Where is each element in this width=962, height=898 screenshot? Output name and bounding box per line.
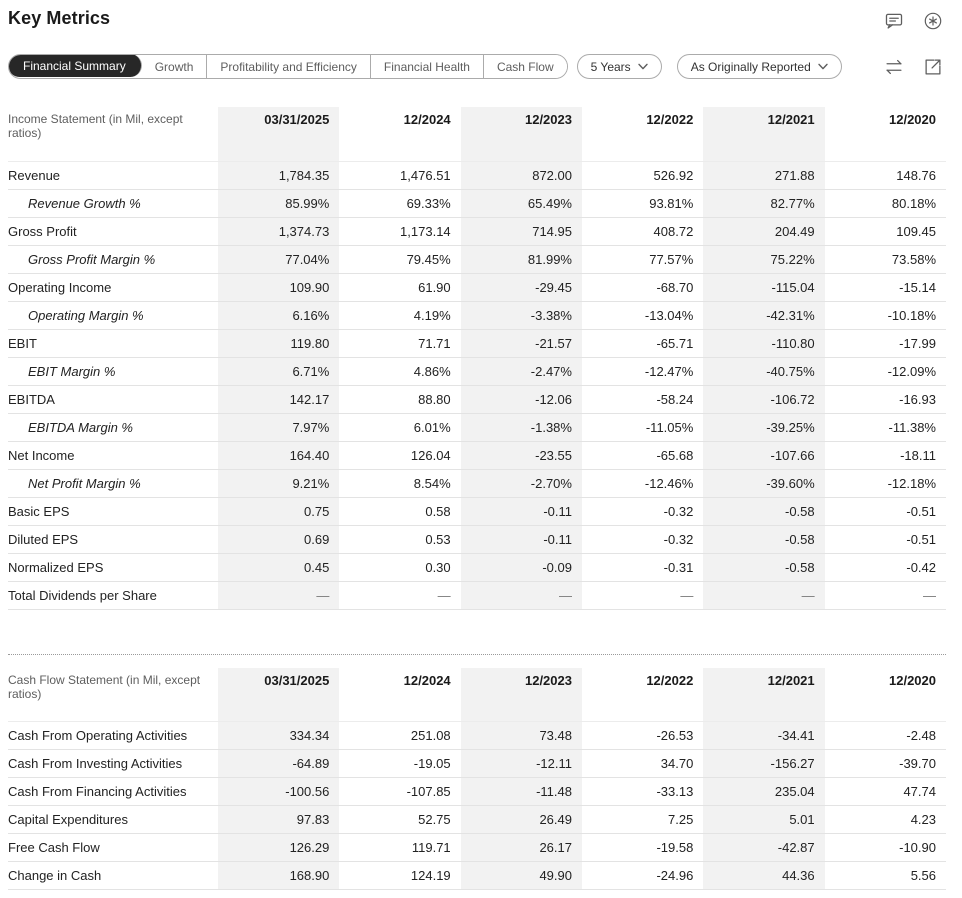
cell-value: 872.00 [461, 161, 582, 189]
row-label: EBIT Margin % [8, 357, 218, 385]
period-dropdown[interactable] [577, 54, 662, 79]
circled-asterisk-icon[interactable] [922, 10, 944, 32]
cell-value: 79.45% [339, 245, 460, 273]
column-header: 12/2023 [461, 107, 582, 161]
table-row [8, 413, 946, 441]
cell-value: 6.16% [218, 301, 339, 329]
reporting-dropdown[interactable] [677, 54, 842, 79]
cell-value: 1,374.73 [218, 217, 339, 245]
cell-value: -0.11 [461, 525, 582, 553]
cell-value: 4.19% [339, 301, 460, 329]
column-header: 12/2024 [339, 107, 460, 161]
column-header: 12/2021 [703, 668, 824, 722]
row-label: Capital Expenditures [8, 806, 218, 834]
section-divider [8, 654, 946, 655]
row-label: Change in Cash [8, 862, 218, 890]
cell-value: -34.41 [703, 722, 824, 750]
table-header-row [8, 107, 946, 161]
cell-value: 93.81% [582, 189, 703, 217]
cell-value: -10.18% [825, 301, 946, 329]
comment-icon[interactable] [883, 10, 905, 32]
cell-value: 271.88 [703, 161, 824, 189]
cell-value: — [339, 581, 460, 609]
cell-value: -19.05 [339, 750, 460, 778]
column-header: 12/2022 [582, 107, 703, 161]
cell-value: -156.27 [703, 750, 824, 778]
table-row [8, 806, 946, 834]
cell-value: 0.75 [218, 497, 339, 525]
column-header: 03/31/2025 [218, 107, 339, 161]
row-label: Normalized EPS [8, 553, 218, 581]
table-row [8, 497, 946, 525]
row-label: Free Cash Flow [8, 834, 218, 862]
row-label: Cash From Financing Activities [8, 778, 218, 806]
cell-value: -42.31% [703, 301, 824, 329]
column-header: 12/2020 [825, 107, 946, 161]
cell-value: 26.17 [461, 834, 582, 862]
table-row [8, 862, 946, 890]
cell-value: -12.09% [825, 357, 946, 385]
cell-value: 124.19 [339, 862, 460, 890]
cell-value: 5.56 [825, 862, 946, 890]
cell-value: — [218, 581, 339, 609]
cell-value: -39.60% [703, 469, 824, 497]
cell-value: 77.04% [218, 245, 339, 273]
cell-value: 73.58% [825, 245, 946, 273]
cell-value: -58.24 [582, 385, 703, 413]
cell-value: -0.51 [825, 497, 946, 525]
reporting-dropdown-label: As Originally Reported [690, 59, 811, 74]
row-label: Cash From Investing Activities [8, 750, 218, 778]
row-label: EBITDA Margin % [8, 413, 218, 441]
cell-value: 4.86% [339, 357, 460, 385]
cell-value: 251.08 [339, 722, 460, 750]
cell-value: 0.58 [339, 497, 460, 525]
table-row [8, 329, 946, 357]
toolbar [8, 54, 946, 79]
cell-value: -40.75% [703, 357, 824, 385]
cell-value: -13.04% [582, 301, 703, 329]
tab-group [8, 54, 568, 79]
cell-value: 1,173.14 [339, 217, 460, 245]
cell-value: 714.95 [461, 217, 582, 245]
cell-value: -39.70 [825, 750, 946, 778]
table-title: Cash Flow Statement (in Mil, except ratios) [8, 668, 218, 722]
column-header: 12/2024 [339, 668, 460, 722]
cell-value: 85.99% [218, 189, 339, 217]
tab-cash-flow[interactable]: Cash Flow [484, 55, 567, 78]
row-label: Net Income [8, 441, 218, 469]
cell-value: -1.38% [461, 413, 582, 441]
cell-value: -0.32 [582, 525, 703, 553]
table-row [8, 441, 946, 469]
table-row [8, 581, 946, 609]
page-title: Key Metrics [8, 8, 111, 28]
row-label: Basic EPS [8, 497, 218, 525]
page-header [8, 6, 946, 42]
row-label: EBIT [8, 329, 218, 357]
cell-value: -16.93 [825, 385, 946, 413]
table-title: Income Statement (in Mil, except ratios) [8, 107, 218, 161]
cell-value: -10.90 [825, 834, 946, 862]
row-label: Net Profit Margin % [8, 469, 218, 497]
tab-profitability-and-efficiency[interactable]: Profitability and Efficiency [207, 55, 371, 78]
cell-value: 9.21% [218, 469, 339, 497]
table-row [8, 525, 946, 553]
cell-value: — [703, 581, 824, 609]
export-icon[interactable] [922, 56, 944, 78]
column-header: 03/31/2025 [218, 668, 339, 722]
table-row [8, 553, 946, 581]
cell-value: 49.90 [461, 862, 582, 890]
chevron-down-icon [818, 63, 828, 70]
table-row [8, 301, 946, 329]
cell-value: 77.57% [582, 245, 703, 273]
cell-value: — [461, 581, 582, 609]
period-dropdown-label: 5 Years [590, 59, 631, 74]
compare-arrows-icon[interactable] [883, 56, 905, 78]
cell-value: 82.77% [703, 189, 824, 217]
row-label: Operating Income [8, 273, 218, 301]
cell-value: 204.49 [703, 217, 824, 245]
table-header-row [8, 668, 946, 722]
cell-value: 44.36 [703, 862, 824, 890]
cell-value: -11.05% [582, 413, 703, 441]
row-label: EBITDA [8, 385, 218, 413]
cell-value: -0.11 [461, 497, 582, 525]
cell-value: 80.18% [825, 189, 946, 217]
row-label: Revenue [8, 161, 218, 189]
cell-value: 26.49 [461, 806, 582, 834]
cell-value: 126.29 [218, 834, 339, 862]
table-row [8, 189, 946, 217]
cell-value: 75.22% [703, 245, 824, 273]
column-header: 12/2021 [703, 107, 824, 161]
cell-value: 148.76 [825, 161, 946, 189]
income-statement-table [8, 107, 946, 610]
cell-value: 126.04 [339, 441, 460, 469]
cell-value: 65.49% [461, 189, 582, 217]
cell-value: -0.51 [825, 525, 946, 553]
table-row [8, 469, 946, 497]
cell-value: -12.06 [461, 385, 582, 413]
cell-value: 5.01 [703, 806, 824, 834]
table-row [8, 273, 946, 301]
cell-value: 52.75 [339, 806, 460, 834]
cell-value: -107.66 [703, 441, 824, 469]
cell-value: 88.80 [339, 385, 460, 413]
table-row [8, 161, 946, 189]
cell-value: -0.09 [461, 553, 582, 581]
cell-value: 235.04 [703, 778, 824, 806]
cell-value: -65.68 [582, 441, 703, 469]
table-row [8, 357, 946, 385]
cell-value: 0.45 [218, 553, 339, 581]
cell-value: -0.42 [825, 553, 946, 581]
cell-value: — [825, 581, 946, 609]
cell-value: 408.72 [582, 217, 703, 245]
cell-value: 0.30 [339, 553, 460, 581]
cell-value: 73.48 [461, 722, 582, 750]
column-header: 12/2022 [582, 668, 703, 722]
cell-value: -0.31 [582, 553, 703, 581]
row-label: Operating Margin % [8, 301, 218, 329]
tab-financial-summary[interactable]: Financial Summary [8, 54, 142, 77]
cell-value: -29.45 [461, 273, 582, 301]
tab-financial-health[interactable]: Financial Health [371, 55, 484, 78]
cell-value: 7.97% [218, 413, 339, 441]
cell-value: -0.58 [703, 497, 824, 525]
header-icon-row [883, 6, 946, 32]
table-row [8, 385, 946, 413]
cell-value: -0.58 [703, 553, 824, 581]
cell-value: -100.56 [218, 778, 339, 806]
cell-value: -11.48 [461, 778, 582, 806]
cell-value: -23.55 [461, 441, 582, 469]
table-row [8, 750, 946, 778]
cell-value: -65.71 [582, 329, 703, 357]
table-row [8, 834, 946, 862]
cell-value: 7.25 [582, 806, 703, 834]
row-label: Cash From Operating Activities [8, 722, 218, 750]
cell-value: -18.11 [825, 441, 946, 469]
cell-value: 0.69 [218, 525, 339, 553]
cell-value: 119.71 [339, 834, 460, 862]
cell-value: -39.25% [703, 413, 824, 441]
cell-value: -2.70% [461, 469, 582, 497]
cell-value: -64.89 [218, 750, 339, 778]
cell-value: 8.54% [339, 469, 460, 497]
cell-value: 1,784.35 [218, 161, 339, 189]
column-header: 12/2023 [461, 668, 582, 722]
cell-value: 109.90 [218, 273, 339, 301]
cell-value: 334.34 [218, 722, 339, 750]
table-row [8, 245, 946, 273]
cell-value: 4.23 [825, 806, 946, 834]
cell-value: -68.70 [582, 273, 703, 301]
cell-value: -12.11 [461, 750, 582, 778]
cell-value: -12.46% [582, 469, 703, 497]
cell-value: 526.92 [582, 161, 703, 189]
cell-value: -33.13 [582, 778, 703, 806]
cell-value: 71.71 [339, 329, 460, 357]
cell-value: 168.90 [218, 862, 339, 890]
cash-flow-statement-table [8, 668, 946, 891]
table-row [8, 722, 946, 750]
cell-value: -12.18% [825, 469, 946, 497]
row-label: Gross Profit [8, 217, 218, 245]
cell-value: -2.48 [825, 722, 946, 750]
cell-value: -3.38% [461, 301, 582, 329]
cell-value: -24.96 [582, 862, 703, 890]
column-header: 12/2020 [825, 668, 946, 722]
cell-value: -0.58 [703, 525, 824, 553]
cell-value: 6.01% [339, 413, 460, 441]
cell-value: 34.70 [582, 750, 703, 778]
row-label: Diluted EPS [8, 525, 218, 553]
cell-value: -0.32 [582, 497, 703, 525]
table-row [8, 217, 946, 245]
cell-value: -42.87 [703, 834, 824, 862]
cell-value: 0.53 [339, 525, 460, 553]
tab-growth[interactable]: Growth [142, 55, 208, 78]
toolbar-right-icons [883, 56, 946, 78]
cell-value: -106.72 [703, 385, 824, 413]
chevron-down-icon [638, 63, 648, 70]
cell-value: -17.99 [825, 329, 946, 357]
cell-value: 119.80 [218, 329, 339, 357]
cell-value: -107.85 [339, 778, 460, 806]
cell-value: -15.14 [825, 273, 946, 301]
cell-value: -110.80 [703, 329, 824, 357]
cell-value: 164.40 [218, 441, 339, 469]
cell-value: -12.47% [582, 357, 703, 385]
cell-value: 109.45 [825, 217, 946, 245]
cell-value: -2.47% [461, 357, 582, 385]
cell-value: -26.53 [582, 722, 703, 750]
cell-value: 1,476.51 [339, 161, 460, 189]
cell-value: 69.33% [339, 189, 460, 217]
row-label: Gross Profit Margin % [8, 245, 218, 273]
table-row [8, 778, 946, 806]
cell-value: -19.58 [582, 834, 703, 862]
row-label: Revenue Growth % [8, 189, 218, 217]
cell-value: 6.71% [218, 357, 339, 385]
cell-value: 47.74 [825, 778, 946, 806]
cell-value: 81.99% [461, 245, 582, 273]
cell-value: -21.57 [461, 329, 582, 357]
cell-value: — [582, 581, 703, 609]
cell-value: -115.04 [703, 273, 824, 301]
cell-value: 142.17 [218, 385, 339, 413]
row-label: Total Dividends per Share [8, 581, 218, 609]
cell-value: 97.83 [218, 806, 339, 834]
cell-value: -11.38% [825, 413, 946, 441]
cell-value: 61.90 [339, 273, 460, 301]
